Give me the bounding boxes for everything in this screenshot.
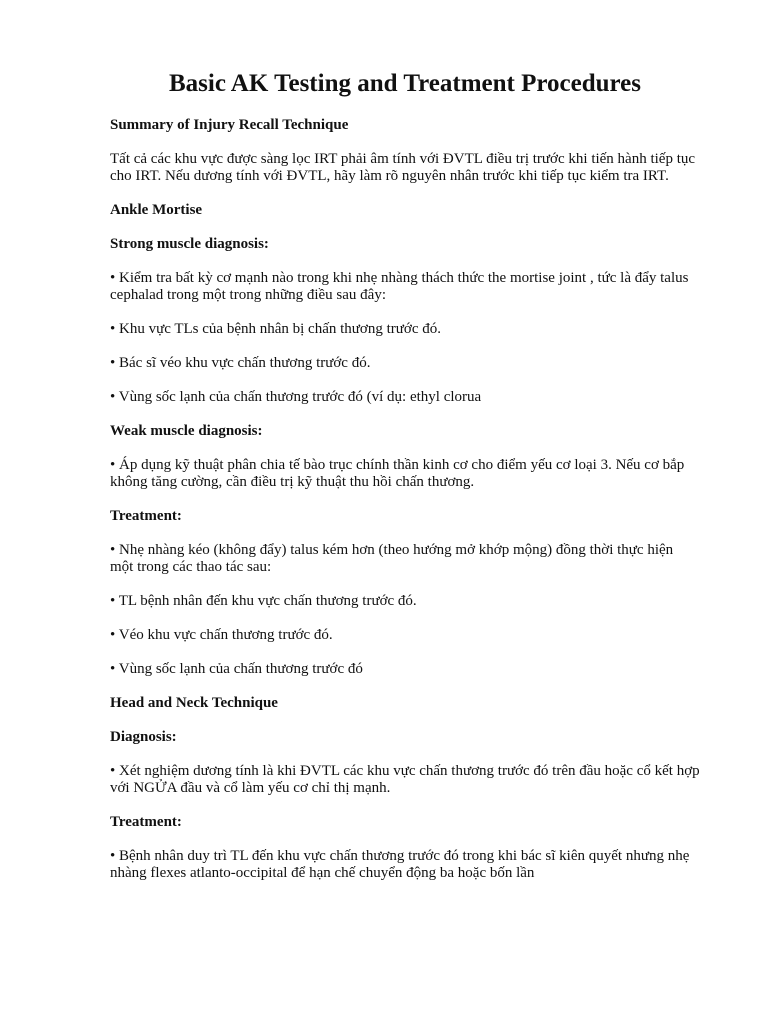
bullet-item: • TL bệnh nhân đến khu vực chấn thương trước đó.: [110, 593, 417, 609]
subheading-treatment-head-neck: Treatment:: [110, 814, 182, 830]
subheading-treatment: Treatment:: [110, 508, 182, 524]
bullet-item: • Áp dụng kỹ thuật phân chia tế bào trục chính thần kinh cơ cho điểm yếu cơ loại 3. Nếu cơ bắp không tăng cường, cần điều trị kỹ thuật thu hồi chấn thương.: [110, 457, 685, 490]
bullet-item: • Véo khu vực chấn thương trước đó.: [110, 627, 333, 643]
document-page: [110, 64, 700, 882]
section-heading-head-neck: Head and Neck Technique: [110, 695, 278, 711]
bullet-item: • Kiểm tra bất kỳ cơ mạnh nào trong khi nhẹ nhàng thách thức the mortise joint , tức là đẩy talus cephalad trong một trong những điều sau đây:: [110, 270, 689, 303]
subheading-weak-muscle-diagnosis: Weak muscle diagnosis:: [110, 423, 263, 439]
paragraph-irt-summary: Tất cả các khu vực được sàng lọc IRT phải âm tính với ĐVTL điều trị trước khi tiến hành tiếp tục cho IRT. Nếu dương tính với ĐVTL, hãy làm rõ nguyên nhân trước khi tiếp tục kiểm tra IRT.: [110, 151, 696, 184]
section-heading-ankle-mortise: Ankle Mortise: [110, 202, 203, 218]
document-title: Basic AK Testing and Treatment Procedures: [168, 70, 642, 97]
bullet-item: • Vùng sốc lạnh của chấn thương trước đó: [110, 661, 363, 677]
bullet-item: • Nhẹ nhàng kéo (không đẩy) talus kém hơn (theo hướng mở khớp mộng) đồng thời thực hiện một trong các thao tác sau:: [110, 542, 674, 575]
subheading-strong-muscle-diagnosis: Strong muscle diagnosis:: [110, 236, 269, 252]
bullet-item: • Vùng sốc lạnh của chấn thương trước đó (ví dụ: ethyl clorua: [110, 389, 482, 405]
subheading-diagnosis: Diagnosis:: [110, 729, 177, 745]
bullet-item: • Bác sĩ véo khu vực chấn thương trước đó.: [110, 355, 371, 371]
bullet-item: • Xét nghiệm dương tính là khi ĐVTL các khu vực chấn thương trước đó trên đầu hoặc cổ kết hợp với NGỬA đầu và cổ làm yếu cơ chỉ thị mạnh.: [110, 763, 700, 796]
bullet-item: • Bệnh nhân duy trì TL đến khu vực chấn thương trước đó trong khi bác sĩ kiên quyết nhưng nhẹ nhàng flexes atlanto-occipital để hạn chế chuyển động ba hoặc bốn lần: [110, 848, 690, 881]
section-heading-injury-recall: Summary of Injury Recall Technique: [110, 117, 349, 133]
title-spacer: [110, 104, 700, 117]
bullet-item: • Khu vực TLs của bệnh nhân bị chấn thương trước đó.: [110, 321, 441, 337]
